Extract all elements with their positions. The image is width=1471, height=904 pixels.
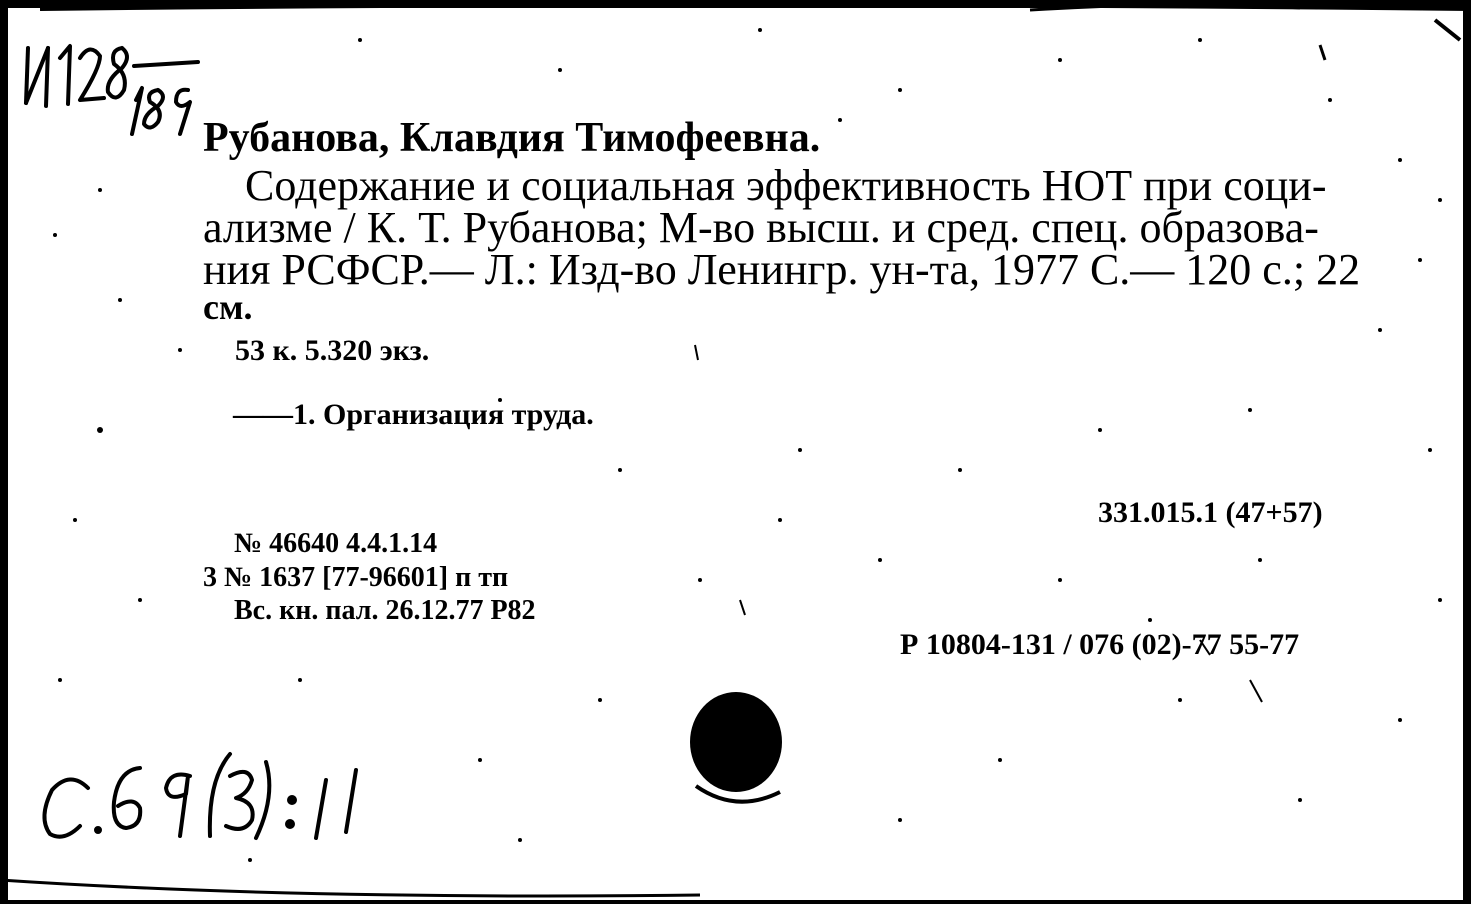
author-heading: Рубанова, Клавдия Тимофеевна. (203, 115, 821, 161)
description-line-2: ализме / К. Т. Рубанова; М-во высш. и сред. спец. образова- (203, 203, 1319, 252)
punch-hole (682, 690, 792, 820)
price-print-run: 53 к. 5.320 экз. (235, 334, 430, 367)
handwritten-classification-mark (30, 740, 390, 850)
registration-line-1: № 46640 4.4.1.14 (234, 528, 438, 559)
bbk-code: Р 10804-131 / 076 (02)-77 55-77 (900, 628, 1300, 661)
subject-heading: ——1. Организация труда. (233, 398, 594, 431)
udc-index: 331.015.1 (47+57) (1098, 496, 1323, 529)
description-line-4: см. (203, 287, 253, 327)
registration-line-3: Вс. кн. пал. 26.12.77 Р82 (234, 595, 536, 626)
registration-line-2: 3 № 1637 [77-96601] п тп (203, 562, 509, 593)
description-line-3: ния РСФСР.— Л.: Изд-во Ленингр. ун-та, 1977 С.— 120 с.; 22 (203, 245, 1361, 294)
description-line-1: Содержание и социальная эффективность НОТ при соци- (245, 161, 1327, 210)
handwritten-shelf-mark (18, 28, 208, 138)
